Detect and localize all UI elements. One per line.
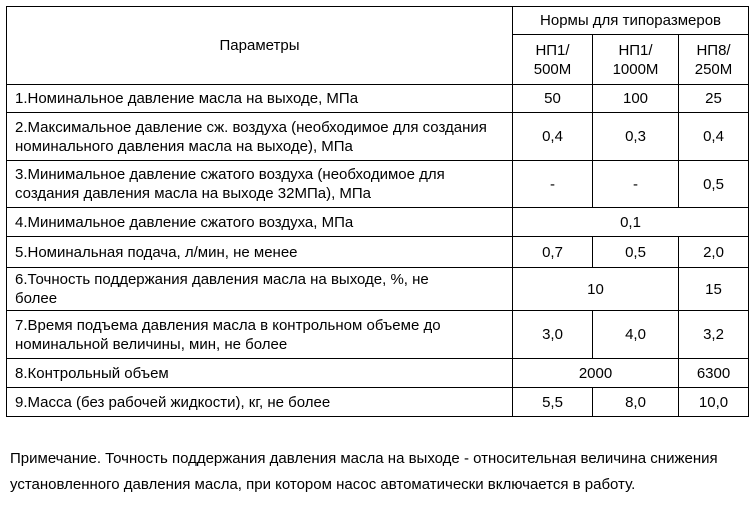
- row-value: 10: [513, 268, 679, 311]
- row-param: 1.Номинальное давление масла на выходе, МПа: [7, 85, 513, 113]
- table-row: [7, 113, 749, 161]
- footnote: Примечание. Точность поддержания давления масла на выходе - относительная величина снижения установленного давления масла, при котором насос автоматически включается в работу.: [10, 450, 718, 493]
- row-value: 0,5: [679, 161, 749, 208]
- table-row: [7, 161, 749, 208]
- row-value: 4,0: [593, 311, 679, 359]
- row-value: 50: [513, 85, 593, 113]
- row-value: 3,0: [513, 311, 593, 359]
- row-value: -: [593, 161, 679, 208]
- row-param: 3.Минимальное давление сжатого воздуха (необходимое для создания давления масла на выходе 32МПа), МПа: [7, 161, 513, 208]
- row-value: 3,2: [679, 311, 749, 359]
- row-value: 10,0: [679, 388, 749, 417]
- row-value: 100: [593, 85, 679, 113]
- spec-table: [6, 6, 749, 417]
- model-label: НП1/ 1000М: [612, 41, 659, 78]
- row-param: 4.Минимальное давление сжатого воздуха, МПа: [7, 208, 513, 237]
- row-value: 2,0: [679, 237, 749, 268]
- row-value: 0,3: [593, 113, 679, 161]
- row-value: 0,7: [513, 237, 593, 268]
- row-param: 2.Максимальное давление сж. воздуха (необходимое для создания номинального давления масла на выходе), МПа: [7, 113, 513, 161]
- table-row: [7, 311, 749, 359]
- row-param: 9.Масса (без рабочей жидкости), кг, не более: [7, 388, 513, 417]
- row-value: 0,1: [513, 208, 749, 237]
- table-row: [7, 268, 749, 311]
- row-param: 8.Контрольный объем: [7, 359, 513, 388]
- row-value: 0,5: [593, 237, 679, 268]
- row-param: 6.Точность поддержания давления масла на выходе, %, не более: [7, 268, 513, 311]
- table-row: [7, 208, 749, 237]
- row-value: 15: [679, 268, 749, 311]
- row-value: 2000: [513, 359, 679, 388]
- header-model-np1-1000m: [593, 35, 679, 85]
- row-value: 0,4: [679, 113, 749, 161]
- row-param: 7.Время подъема давления масла в контрольном объеме до номинальной величины, мин, не более: [7, 311, 513, 359]
- row-value: 8,0: [593, 388, 679, 417]
- row-value: 5,5: [513, 388, 593, 417]
- model-label: НП8/ 250М: [694, 41, 733, 78]
- row-value: -: [513, 161, 593, 208]
- table-row: [7, 359, 749, 388]
- table-row: [7, 237, 749, 268]
- header-model-np8-250m: [679, 35, 749, 85]
- row-value: 6300: [679, 359, 749, 388]
- table-row: [7, 388, 749, 417]
- header-norms-group: Нормы для типоразмеров: [513, 7, 749, 35]
- row-value: 25: [679, 85, 749, 113]
- row-value: 0,4: [513, 113, 593, 161]
- header-parameters: Параметры: [7, 7, 513, 85]
- model-label: НП1/ 500М: [533, 41, 572, 78]
- row-param: 5.Номинальная подача, л/мин, не менее: [7, 237, 513, 268]
- header-model-np1-500m: [513, 35, 593, 85]
- table-row: [7, 85, 749, 113]
